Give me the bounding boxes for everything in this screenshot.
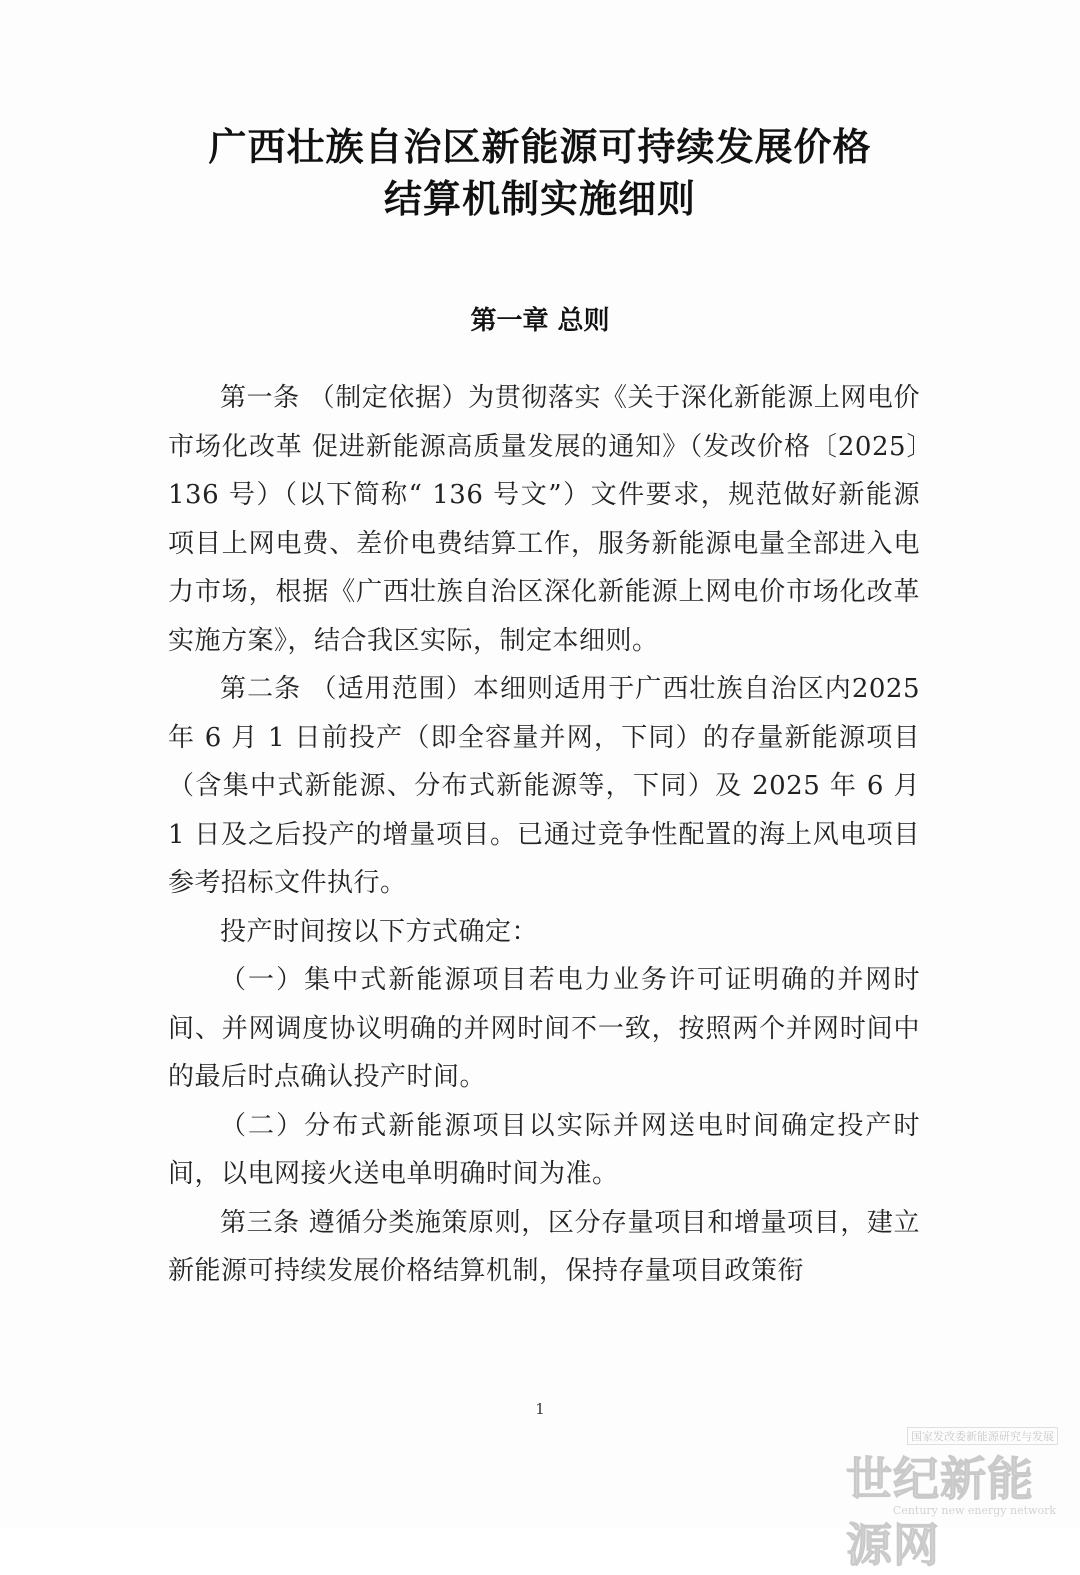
document-title-line-2: 结算机制实施细则 <box>383 177 696 221</box>
article-3-paragraph: 第三条 遵循分类施策原则，区分存量项目和增量项目，建立新能源可持续发展价格结算机制，保持存量项目政策衔 <box>168 1207 920 1286</box>
chapter-heading: 第一章 总则 <box>470 306 610 336</box>
page-number: 1 <box>535 1400 545 1418</box>
commissioning-time-intro: 投产时间按以下方式确定： <box>220 916 539 947</box>
watermark-top-line: 国家发改委新能源研究与发展 <box>907 1427 1058 1445</box>
watermark-main-text: 世纪新能源网 <box>846 1452 1034 1572</box>
commissioning-item-2: （二）分布式新能源项目以实际并网送电时间确定投产时间，以电网接火送电单明确时间为准。 <box>168 1110 920 1189</box>
document-title-line-1: 广西壮族自治区新能源可持续发展价格 <box>208 125 872 169</box>
article-2-paragraph: 第二条 （适用范围）本细则适用于广西壮族自治区内2025 年 6 月 1 日前投产（即全容量并网，下同）的存量新能源项目（含集中式新能源、分布式新能源等，下同）及 2025 年 6 月 1 日及之后投产的增量项目。已通过竞争性配置的海上风电项目参考招标文件执行。 <box>168 674 920 898</box>
commissioning-item-1: （一）集中式新能源项目若电力业务许可证明确的并网时间、并网调度协议明确的并网时间不一致，按照两个并网时间中的最后时点确认投产时间。 <box>168 965 920 1092</box>
article-1-paragraph: 第一条 （制定依据）为贯彻落实《关于深化新能源上网电价市场化改革 促进新能源高质量发展的通知》（发改价格〔2025〕136 号）（以下简称“ 136 号文”）文件要求，规范做好新能源项目上网电费、差价电费结算工作，服务新能源电量全部进入电力市场，根据《广西壮族自治区深化新能源上网电价市场化改革实施方案》，结合我区实际，制定本细则。 <box>168 383 920 656</box>
site-watermark-logo <box>846 1427 1066 1572</box>
document-body <box>168 374 920 1296</box>
watermark-english-text: Century new energy network <box>892 1504 1056 1517</box>
